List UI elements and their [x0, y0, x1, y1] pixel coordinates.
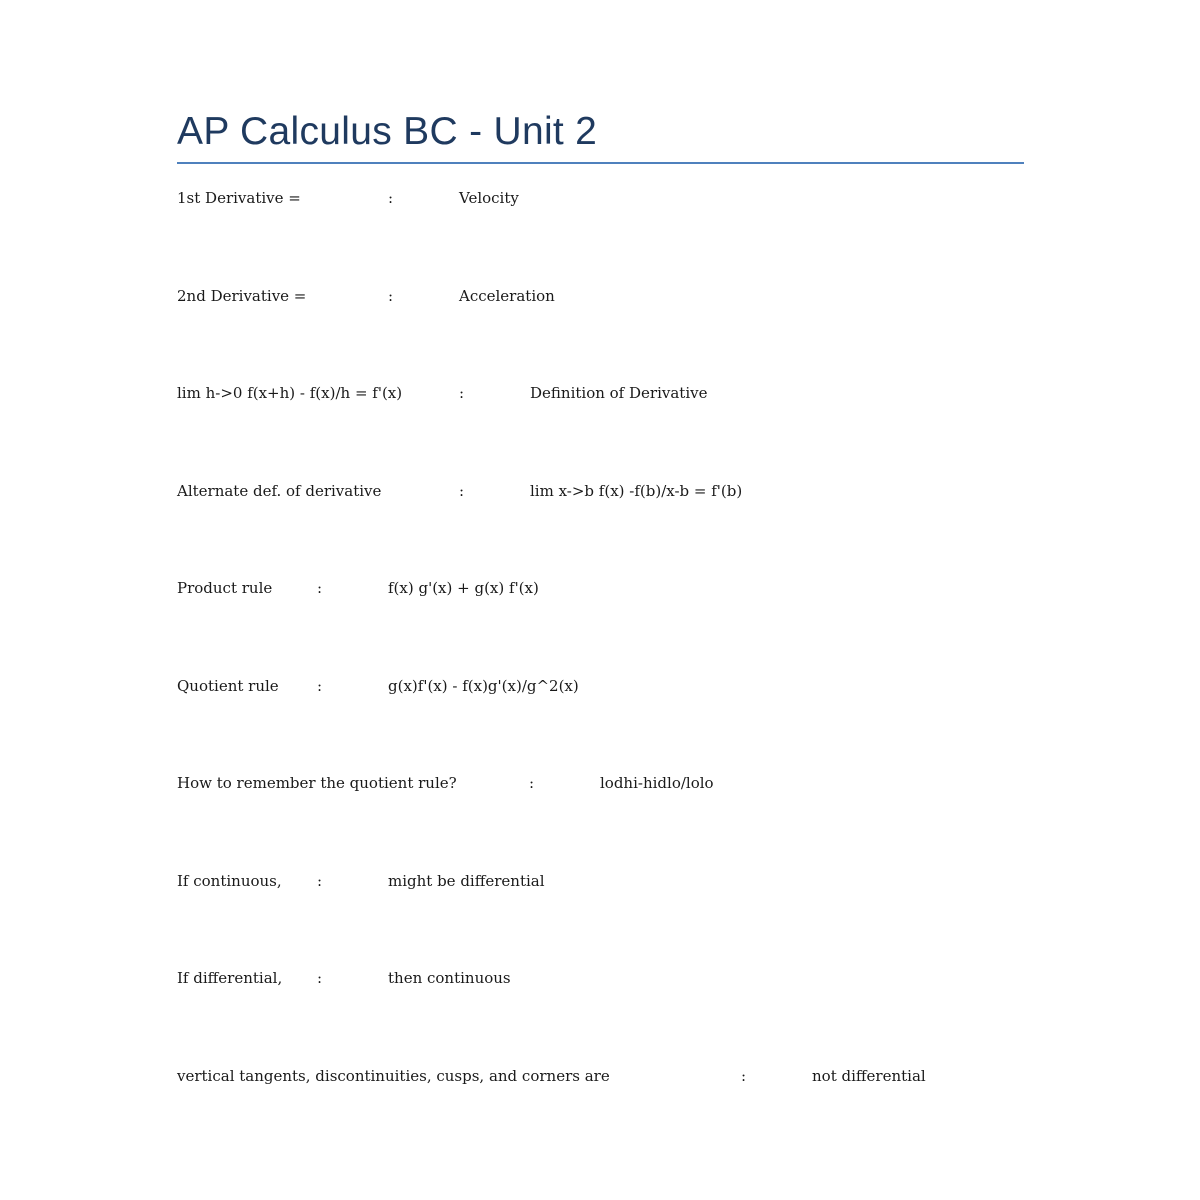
note-separator: : [459, 384, 465, 402]
note-separator: : [388, 287, 394, 305]
note-row [0, 286, 1200, 306]
note-row [0, 188, 1200, 208]
note-separator: : [388, 189, 394, 207]
note-definition: f(x) g'(x) + g(x) f'(x) [388, 579, 539, 597]
note-definition: might be differential [388, 872, 545, 890]
page-title: AP Calculus BC - Unit 2 [177, 110, 598, 153]
note-row [0, 578, 1200, 598]
note-separator: : [317, 969, 323, 987]
note-row [0, 481, 1200, 501]
note-definition: Acceleration [459, 287, 555, 305]
note-separator: : [317, 677, 323, 695]
note-definition: not differential [812, 1067, 926, 1085]
note-separator: : [317, 872, 323, 890]
note-separator: : [459, 482, 465, 500]
note-term: If continuous, [177, 872, 282, 890]
title-underline [177, 162, 1024, 164]
note-row [0, 773, 1200, 793]
note-term: Alternate def. of derivative [177, 482, 382, 500]
note-term: Quotient rule [177, 677, 279, 695]
note-definition: lim x->b f(x) -f(b)/x-b = f'(b) [530, 482, 743, 500]
note-definition: lodhi-hidlo/lolo [600, 774, 714, 792]
note-term: 1st Derivative = [177, 189, 301, 207]
note-term: vertical tangents, discontinuities, cusps, and corners are [177, 1067, 610, 1085]
note-row [0, 1066, 1200, 1086]
note-term: 2nd Derivative = [177, 287, 307, 305]
note-separator: : [317, 579, 323, 597]
note-term: lim h->0 f(x+h) - f(x)/h = f'(x) [177, 384, 403, 402]
note-definition: then continuous [388, 969, 511, 987]
note-definition: Velocity [459, 189, 519, 207]
note-separator: : [741, 1067, 747, 1085]
note-term: If differential, [177, 969, 283, 987]
note-row [0, 383, 1200, 403]
note-row [0, 968, 1200, 988]
note-row [0, 676, 1200, 696]
note-row [0, 871, 1200, 891]
note-definition: Definition of Derivative [530, 384, 708, 402]
note-separator: : [529, 774, 535, 792]
note-term: Product rule [177, 579, 273, 597]
note-term: How to remember the quotient rule? [177, 774, 457, 792]
note-definition: g(x)f'(x) - f(x)g'(x)/g^2(x) [388, 677, 579, 695]
